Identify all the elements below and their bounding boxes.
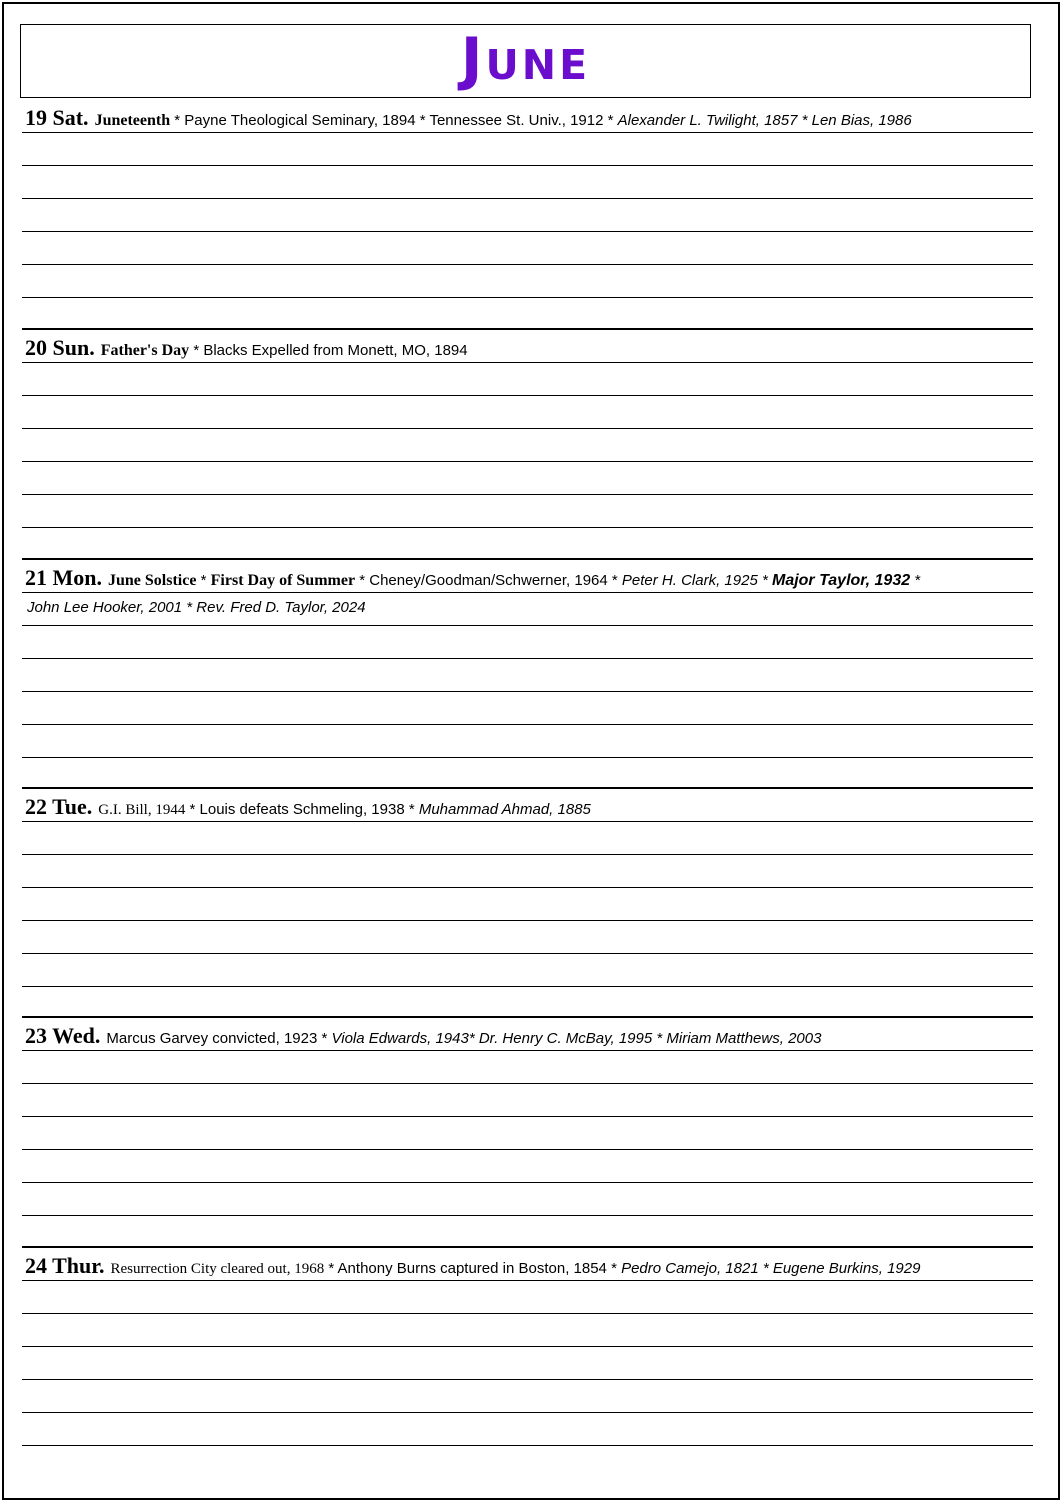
day-label: 19 Sat. [25, 107, 89, 129]
writing-line[interactable] [22, 297, 1033, 298]
day-entry-2 [25, 337, 1035, 359]
page-title: June [460, 25, 591, 93]
day-entry-1 [25, 107, 1035, 129]
writing-line[interactable] [22, 854, 1033, 855]
writing-line[interactable] [22, 625, 1033, 626]
writing-line[interactable] [22, 821, 1033, 822]
section-divider [22, 1246, 1033, 1248]
event-text: * [910, 572, 921, 589]
event-text: * Cheney/Goodman/Schwerner, 1964 * [355, 572, 622, 589]
writing-line[interactable] [22, 165, 1033, 166]
event-text: First Day of Summer [210, 572, 356, 589]
writing-line[interactable] [22, 1379, 1033, 1380]
writing-line[interactable] [22, 527, 1033, 528]
writing-line[interactable] [22, 198, 1033, 199]
writing-line[interactable] [22, 1215, 1033, 1216]
section-divider [22, 328, 1033, 330]
day-entry-6 [25, 1255, 1035, 1277]
event-text: * Payne Theological Seminary, 1894 * Tennessee St. Univ., 1912 * [170, 112, 618, 129]
writing-line[interactable] [22, 724, 1033, 725]
writing-line[interactable] [22, 395, 1033, 396]
event-text: Father's Day [100, 342, 190, 359]
writing-line[interactable] [22, 1445, 1033, 1446]
day-entry-3 [25, 567, 1035, 589]
event-text: * Blacks Expelled from Monett, MO, 1894 [189, 342, 468, 359]
writing-line[interactable] [22, 757, 1033, 758]
writing-line[interactable] [22, 494, 1033, 495]
title-box [20, 24, 1031, 98]
event-text: Juneteenth [94, 112, 171, 129]
writing-line[interactable] [22, 691, 1033, 692]
section-divider [22, 787, 1033, 789]
event-text: Alexander L. Twilight, 1857 * Len Bias, 1986 [617, 112, 912, 129]
day-entry-5 [25, 1025, 1035, 1047]
day-entry-4 [25, 796, 1035, 818]
writing-line[interactable] [22, 887, 1033, 888]
section-divider [22, 558, 1033, 560]
day-label: 24 Thur. [25, 1255, 105, 1277]
writing-line[interactable] [22, 1346, 1033, 1347]
writing-line[interactable] [22, 658, 1033, 659]
event-text: Muhammad Ahmad, 1885 [418, 801, 591, 818]
event-text: Marcus Garvey convicted, 1923 * [106, 1030, 332, 1047]
writing-line[interactable] [22, 592, 1033, 593]
writing-line[interactable] [22, 986, 1033, 987]
writing-line[interactable] [22, 132, 1033, 133]
event-text: June Solstice [108, 572, 197, 589]
writing-line[interactable] [22, 1280, 1033, 1281]
day-label: 22 Tue. [25, 796, 93, 818]
writing-line[interactable] [22, 1116, 1033, 1117]
event-text: Pedro Camejo, 1821 * Eugene Burkins, 1929 [621, 1260, 921, 1277]
writing-line[interactable] [22, 920, 1033, 921]
event-text: Resurrection City cleared out, 1968 [110, 1261, 325, 1277]
writing-line[interactable] [22, 362, 1033, 363]
writing-line[interactable] [22, 953, 1033, 954]
event-text: * Anthony Burns captured in Boston, 1854 * [324, 1260, 622, 1277]
event-text: * [196, 572, 211, 589]
event-text: G.I. Bill, 1944 [98, 802, 186, 818]
event-continuation: John Lee Hooker, 2001 * Rev. Fred D. Taylor, 2024 [27, 599, 366, 616]
writing-line[interactable] [22, 264, 1033, 265]
writing-line[interactable] [22, 1149, 1033, 1150]
writing-line[interactable] [22, 1182, 1033, 1183]
writing-line[interactable] [22, 1412, 1033, 1413]
event-text: Viola Edwards, 1943* Dr. Henry C. McBay, 1995 * Miriam Matthews, 2003 [331, 1030, 822, 1047]
day-label: 21 Mon. [25, 567, 102, 589]
event-text: * Louis defeats Schmeling, 1938 * [185, 801, 419, 818]
writing-line[interactable] [22, 461, 1033, 462]
writing-line[interactable] [22, 1050, 1033, 1051]
event-text: Peter H. Clark, 1925 * [621, 572, 772, 589]
writing-line[interactable] [22, 428, 1033, 429]
writing-line[interactable] [22, 231, 1033, 232]
day-label: 20 Sun. [25, 337, 95, 359]
section-divider [22, 1016, 1033, 1018]
day-label: 23 Wed. [25, 1025, 101, 1047]
writing-line[interactable] [22, 1083, 1033, 1084]
writing-line[interactable] [22, 1313, 1033, 1314]
event-text: Major Taylor, 1932 [771, 572, 911, 589]
